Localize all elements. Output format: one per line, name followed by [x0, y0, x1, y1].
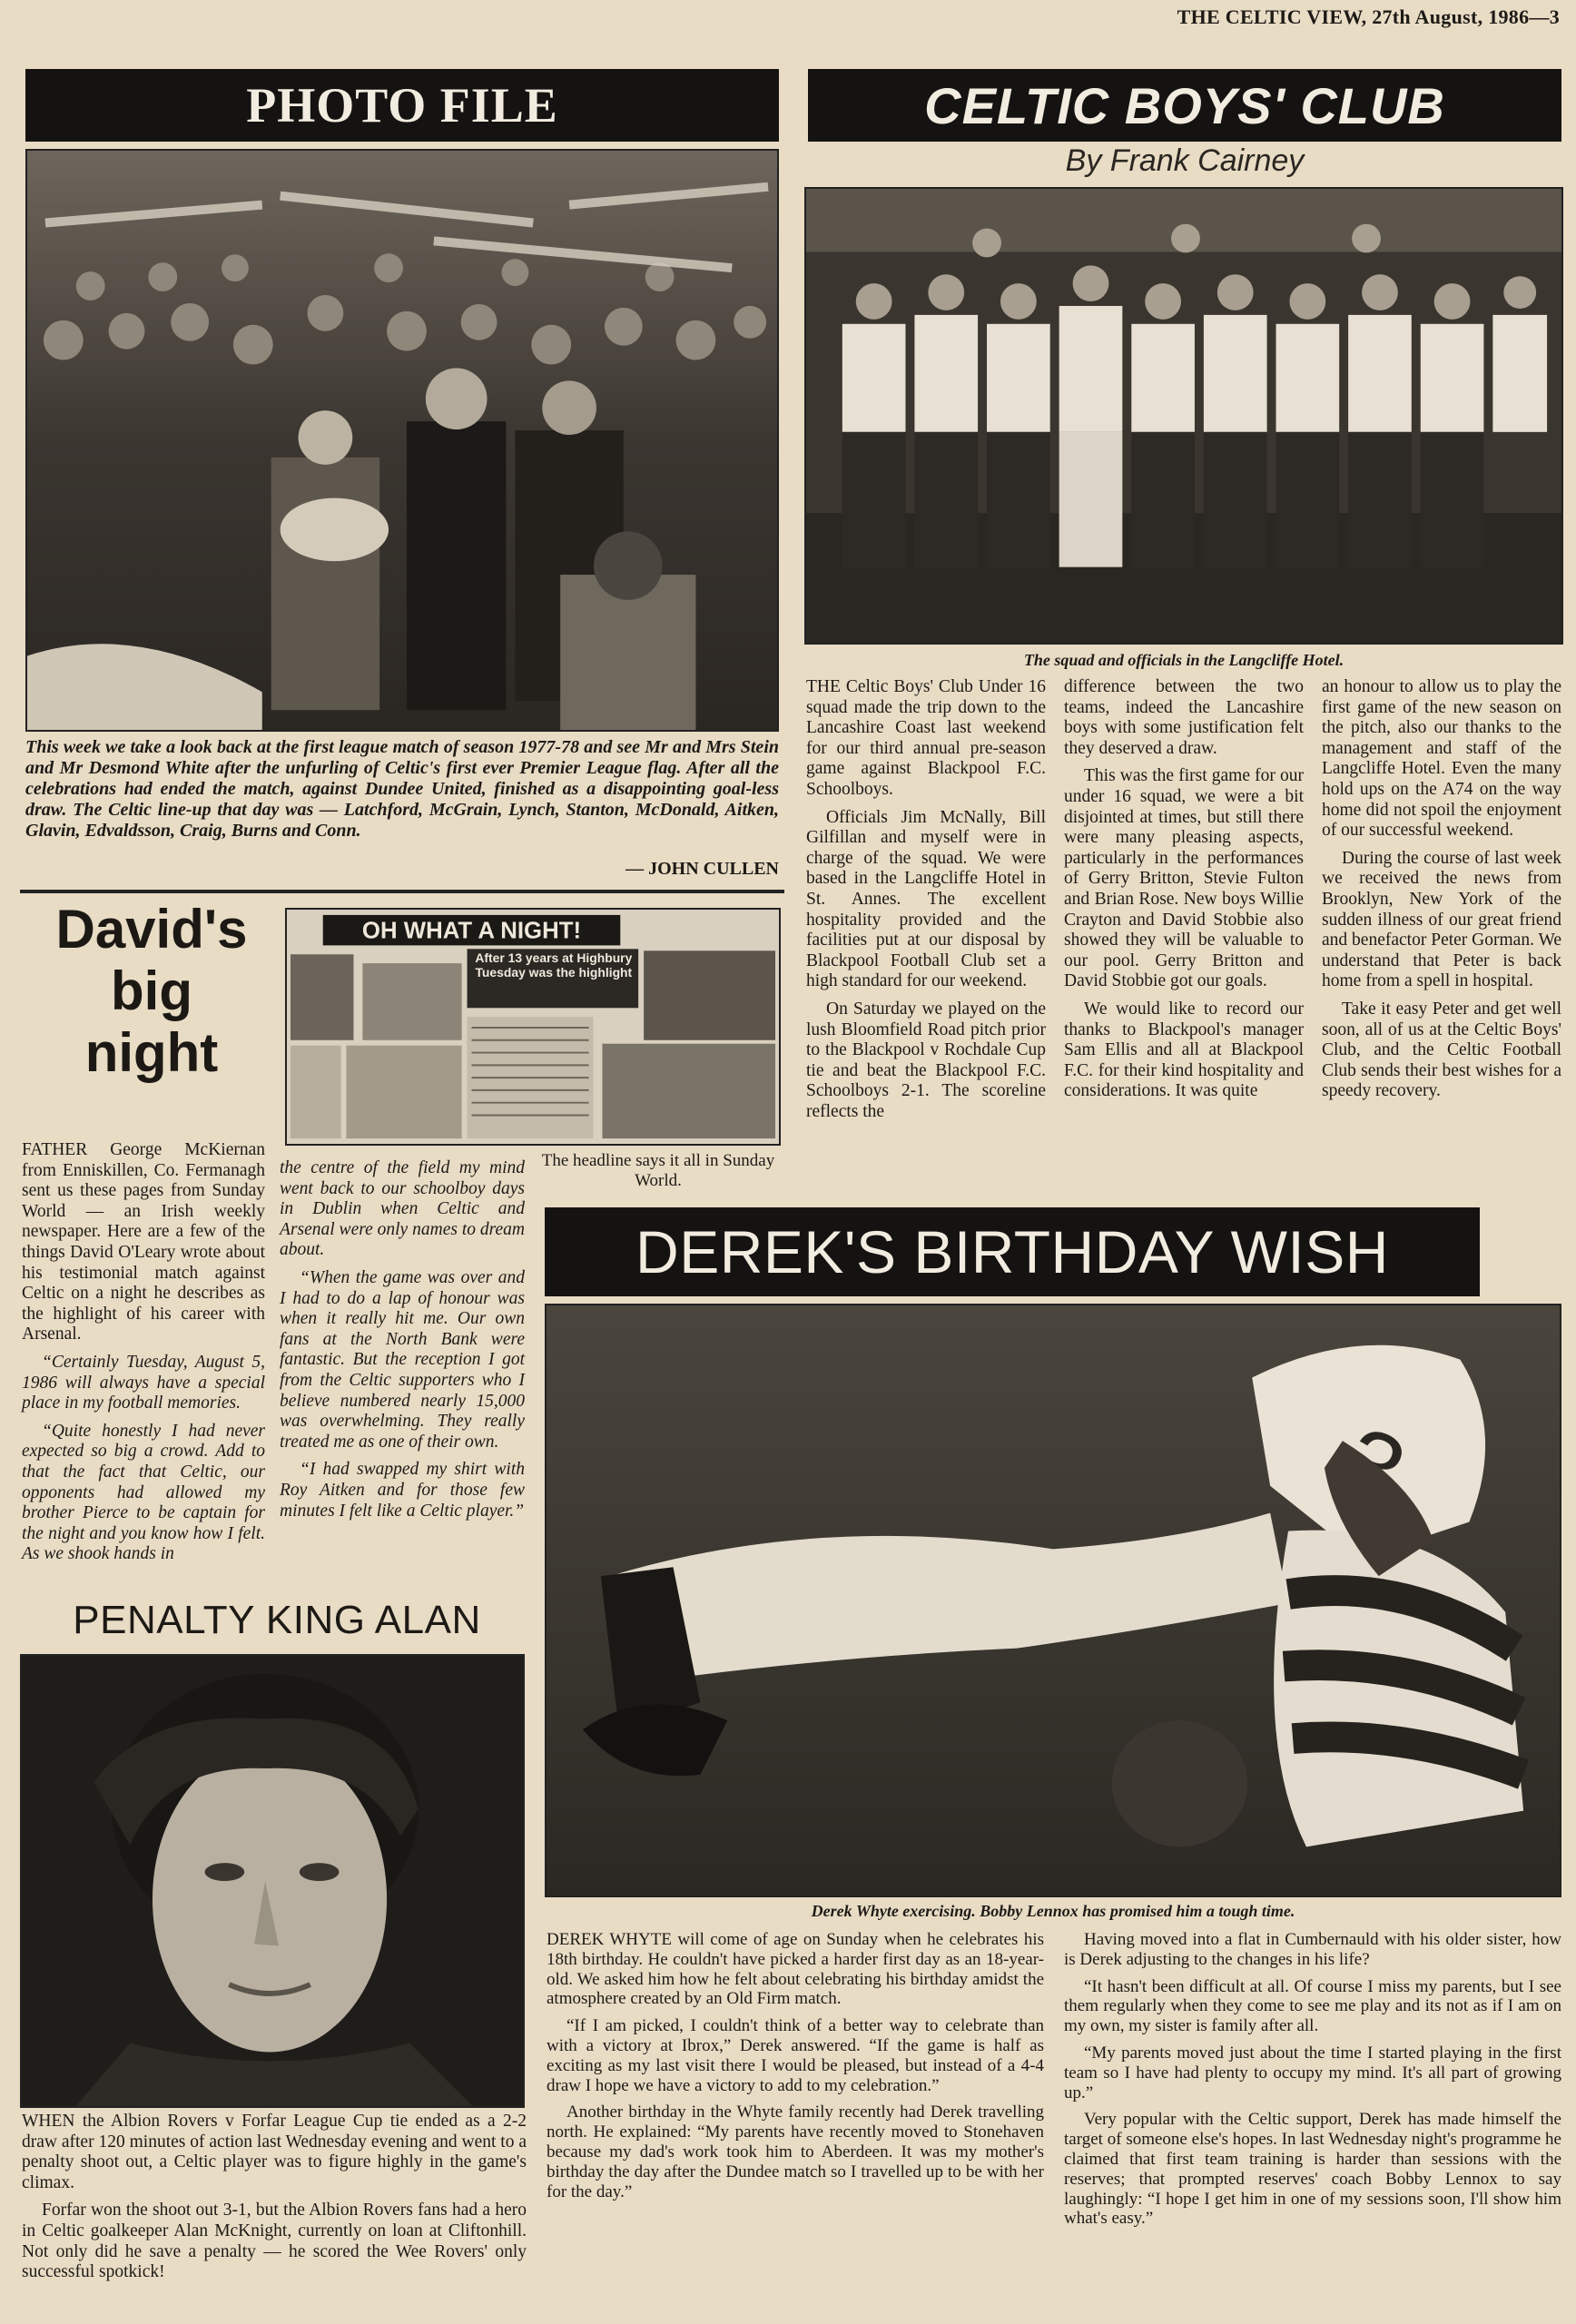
paragraph: Having moved into a flat in Cumbernauld with his older sister, how is Derek adjusting to the changes in his life?	[1064, 1930, 1561, 1969]
paragraph: an honour to allow us to play the first game of the new season on the pitch, also our thanks to the management and staff of the Langcliffe Hotel. Even the many hold ups on the A74 on the way home did not spoil the enjoyment of our successful weekend.	[1322, 677, 1561, 841]
boys-club-banner: CELTIC BOYS' CLUB	[808, 69, 1561, 142]
photo-file-credit: — JOHN CULLEN	[625, 859, 779, 879]
penalty-body	[22, 2112, 527, 2290]
running-head: THE CELTIC VIEW, 27th August, 1986—3	[1177, 5, 1560, 28]
paragraph: “If I am picked, I couldn't think of a better way to celebrate than with a victory at Ibrox,” Derek answered. “If the game is half as exciting as my last visit there I would be pleased, but instead of a 4-4 draw I hope we have a victory to add to my celebration.”	[547, 2016, 1044, 2095]
paragraph: THE Celtic Boys' Club Under 16 squad made the trip down to the Lancashire Coast last weekend for our third annual pre-season game against Blackpool F.C. Schoolboys.	[806, 677, 1046, 799]
boys-club-column-1	[806, 677, 1046, 1129]
paragraph: This was the first game for our under 16 squad, we were a bit disjointed at times, but still there were many pleasing aspects, particularly in the performances of Gerry Britton, Stevie Fulton and Brian Rose. New boys Willie Crayton and David Stobbie also showed they will be valuable to our pool. Gerry Britton and David Stobbie got our goals.	[1064, 766, 1304, 991]
paragraph: During the course of last week we received the news from Brooklyn, New York of the sudden illness of our great friend and benefactor Peter Gorman. We understand that Peter is back home from a spell in hospital.	[1322, 848, 1561, 991]
boys-club-column-2	[1064, 677, 1304, 1109]
paragraph: “Certainly Tuesday, August 5, 1986 will always have a special place in my football memories.	[22, 1352, 265, 1413]
davids-night-headline	[20, 899, 283, 1084]
davids-night-column-2	[280, 1158, 525, 1529]
paragraph: DEREK WHYTE will come of age on Sunday when he celebrates his 18th birthday. He couldn't have picked a harder first day as an 18-year-old. We asked him how he felt about celebrating his birthday amidst the atmosphere created by an Old Firm match.	[547, 1930, 1044, 2009]
derek-column-2	[1064, 1930, 1561, 2236]
paragraph: “Quite honestly I had never expected so big a crowd. Add to that the fact that Celtic, our opponents had allowed my brother Pierce to be captain for the night and you know how I felt. As we shook hands in	[22, 1421, 265, 1564]
derek-banner: DEREK'S BIRTHDAY WISH	[545, 1207, 1480, 1296]
alan-mcknight-photo	[20, 1654, 525, 2108]
headline-line: David's	[55, 899, 248, 960]
paragraph: “I had swapped my shirt with Roy Aitken and for those few minutes I felt like a Celtic player.”	[280, 1460, 525, 1521]
boys-club-byline: By Frank Cairney	[1065, 143, 1305, 178]
paragraph: Very popular with the Celtic support, Derek has made himself the target of someone else's hopes. In last Wednesday night's programme he claimed that first team training is harder than sessions with the reserves; that prompted reserves' coach Bobby Lennox to say laughingly: “I hope I get him in one of my sessions soon, I'll show him what's easy.”	[1064, 2110, 1561, 2229]
paragraph: Another birthday in the Whyte family recently had Derek travelling north. He explained: “My parents have recently moved to Stonehaven because my dad's work took him to Aberdeen. It was my mother's birthday the day after the Dundee match so I travelled up to be with her for the day.”	[547, 2102, 1044, 2201]
sunday-world-clipping	[285, 908, 781, 1146]
paragraph: We would like to record our thanks to Blackpool's manager Sam Ellis and all at Blackpool F.C. for their kind hospitality and considerations. It was quite	[1064, 999, 1304, 1101]
davids-night-column-1	[22, 1140, 265, 1572]
paragraph: Forfar won the shoot out 3-1, but the Albion Rovers fans had a hero in Celtic goalkeeper Alan McKnight, currently on loan at Cliftonhill. Not only did he save a penalty — he scored the Wee Rovers' only successful spotkick!	[22, 2201, 527, 2282]
photo-file-image	[25, 149, 779, 732]
paragraph: difference between the two teams, indeed the Lancashire boys with some justification felt they deserved a draw.	[1064, 677, 1304, 758]
paragraph: FATHER George McKiernan from Enniskillen, Co. Fermanagh sent us these pages from Sunday World — an Irish weekly newspaper. Here are a few of the things David O'Leary wrote about his testimonial match against Celtic on a night he describes as the highlight of his career with Arsenal.	[22, 1140, 265, 1344]
clip-headline: OH WHAT A NIGHT!	[361, 918, 582, 944]
paragraph: On Saturday we played on the lush Bloomfield Road pitch prior to the Blackpool v Rochdale Cup tie and beat the Blackpool F.C. Schoolboys 2-1. The scoreline reflects the	[806, 999, 1046, 1121]
clipping-caption: The headline says it all in Sunday World.	[541, 1151, 775, 1190]
paragraph: the centre of the field my mind went back to our schoolboy days in Dublin when Celtic and Arsenal were only names to dream about.	[280, 1158, 525, 1260]
derek-whyte-photo	[545, 1304, 1561, 1897]
paragraph: WHEN the Albion Rovers v Forfar League Cup tie ended as a 2-2 draw after 120 minutes of action last Wednesday evening and went to a penalty shoot out, a Celtic player was to figure highly in the game's climax.	[22, 2112, 527, 2192]
paragraph: Officials Jim McNally, Bill Gilfillan and myself were in charge of the squad. We were based in the Langcliffe Hotel in St. Annes. The excellent hospitality provided and the facilities put at our disposal by Blackpool Football Club set a high standard for our weekend.	[806, 807, 1046, 991]
derek-column-1	[547, 1930, 1044, 2209]
clip-subheadline: After 13 years at Highbury Tuesday was the highlight	[475, 950, 633, 980]
paragraph: “When the game was over and I had to do a lap of honour was when it really hit me. Our own fans at the North Bank were fantastic. But the reception I got from the Celtic supporters who I believe numbered nearly 15,000 was overwhelming. They really treated me as one of their own.	[280, 1267, 525, 1452]
photo-file-caption: This week we take a look back at the first league match of season 1977-78 and see Mr and Mrs Stein and Mr Desmond White after the unfurling of Celtic's first ever Premier League flag. After all the celebrations had ended the match, against Dundee United, finished as a disappointing goal-less draw. The Celtic line-up that day was — Latchford, McGrain, Lynch, Stanton, McDonald, Aitken, Glavin, Edvaldsson, Craig, Burns and Conn.	[25, 737, 779, 841]
section-divider	[20, 890, 784, 893]
boys-club-photo-caption: The squad and officials in the Langcliffe Hotel.	[1023, 651, 1345, 669]
boys-club-photo	[804, 187, 1563, 645]
headline-line: big	[111, 960, 192, 1021]
paragraph: “It hasn't been difficult at all. Of course I miss my parents, but I see them regularly when they come to see me play and its not as if I am on my own, my sister is family after all.	[1064, 1976, 1561, 2036]
paragraph: “My parents moved just about the time I started playing in the first team so I have had plenty to occupy my mind. It's all part of growing up.”	[1064, 2043, 1561, 2102]
penalty-headline: PENALTY KING ALAN	[73, 1598, 481, 1642]
paragraph: Take it easy Peter and get well soon, all of us at the Celtic Boys' Club, and the Celtic Football Club sends their best wishes for a speedy recovery.	[1322, 999, 1561, 1101]
boys-club-column-3	[1322, 677, 1561, 1109]
derek-photo-caption: Derek Whyte exercising. Bobby Lennox has promised him a tough time.	[811, 1902, 1295, 1920]
headline-line: night	[84, 1022, 219, 1083]
photo-file-banner: PHOTO FILE	[25, 69, 779, 142]
